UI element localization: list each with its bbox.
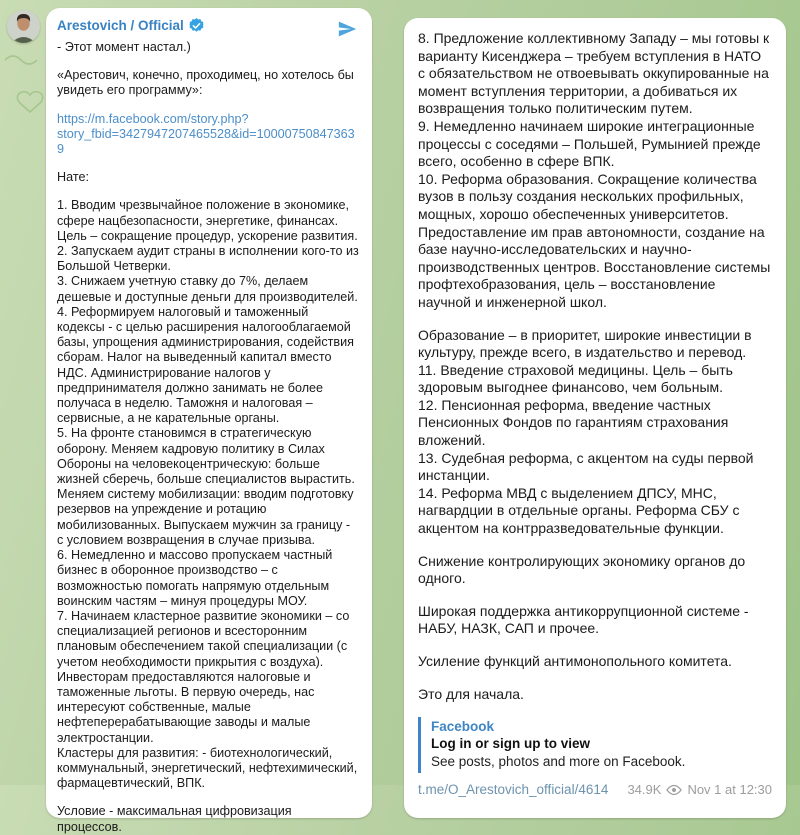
message-paragraph: 10. Реформа образования. Сокращение количества вузов в пользу создания нескольких профильных, мощных, хорошо обеспеченных университетов. Предоставление им прав автономности, создание на базе научно-исследовательских и научно-производственных центров. Восстановление системы профтехобразования, цель – восстановление научной и инженерной школ.	[418, 170, 771, 310]
message-paragraph: 8. Предложение коллективному Западу – мы готовы к варианту Кисенджера – требуем вступления в НАТО с обязательством не отвоевывать оккупированные на момент вступления территории, а добиваться их возвращения только политическим путем.	[418, 30, 770, 117]
facebook-link-preview[interactable]	[418, 717, 772, 773]
verified-badge-icon	[189, 18, 204, 33]
message-paragraph: 11. Введение страховой медицины. Цель – быть здоровым выгоднее финансово, чем больным.	[418, 361, 733, 396]
channel-avatar[interactable]	[7, 10, 40, 43]
message-header	[57, 18, 359, 33]
message-bubble-left	[46, 8, 372, 834]
avatar-portrait	[7, 10, 40, 43]
message-text-right	[418, 30, 772, 703]
preview-site-name[interactable]: Facebook	[431, 719, 495, 735]
message-paragraph: 4. Реформируем налоговый и таможенный кодексы - с целью расширения налогооблагаемой базы, упрощения администрирования, содействия сборам. Налог на выведенный капитал вместо НДС. Администрирование налогов у предпринимателя должно занимать не более получаса в неделю. Таможня и налоговая – сервисные, а не карательные органы.	[57, 304, 354, 426]
message-paragraph: Меняем систему мобилизации: вводим подготовку резервов на упреждение и ротацию мобилизованных. Выпускаем мужчин за границу - с условием возвращения в случае призыва.	[57, 487, 354, 547]
message-paragraph: - Этот момент настал.)	[57, 40, 191, 54]
message-paragraph: Образование – в приоритет, широкие инвестиции в культуру, прежде всего, в издательство и перевод.	[418, 326, 752, 361]
message-paragraph: 14. Реформа МВД с выделением ДПСУ, МНС, нагвардции в отдельные органы. Реформа СБУ с акцентом на контрразведовательные функции.	[418, 484, 740, 537]
views-eye-icon	[666, 784, 682, 796]
telegram-plane-icon[interactable]	[335, 19, 359, 39]
message-bubble-right	[404, 18, 786, 818]
message-footer	[418, 782, 772, 797]
message-paragraph: 3. Снижаем учетную ставку до 7%, делаем дешевые и доступные деньги для производителей.	[57, 274, 358, 304]
message-paragraph: 12. Пенсионная реформа, введение частных Пенсионных Фондов по гарантиям страхования вложений.	[418, 396, 729, 449]
post-date: Nov 1 at 12:30	[687, 782, 772, 798]
message-paragraph: 1. Вводим чрезвычайное положение в экономике, сфере нацбезопасности, энергетике, финансах. Цель – сокращение процедур, ускорение развития.	[57, 198, 358, 243]
message-paragraph: Снижение контролирующих экономику органов до одного.	[418, 552, 746, 587]
preview-description: See posts, photos and more on Facebook.	[431, 754, 686, 770]
message-paragraph: 13. Судебная реформа, с акцентом на суды первой инстанции.	[418, 449, 754, 484]
message-text-left	[57, 40, 359, 835]
message-paragraph: 2. Запускаем аудит страны в исполнении кого-то из Большой Четверки.	[57, 244, 359, 274]
message-paragraph: «Арестович, конечно, проходимец, но хотелось бы увидеть его программу»:	[57, 68, 354, 98]
message-paragraph: Условие - максимальная цифровизация процессов.	[57, 804, 292, 834]
message-paragraph: Нате:	[57, 170, 89, 185]
preview-title: Log in or sign up to view	[431, 736, 590, 752]
message-paragraph: 5. На фронте становимся в стратегическую оборону. Меняем кадровую политику в Силах Обороны на человекоцентрическую: больше жизней сберечь, больше специалистов вырастить.	[57, 426, 355, 487]
facebook-story-link[interactable]: https://m.facebook.com/story.php?story_fbid=3427947207465528&id=100007508473639	[57, 111, 355, 157]
message-paragraph: 9. Немедленно начинаем широкие интеграционные процессы с соседями – Польшей, Румынией прежде всего, особенно в сфере ВПК.	[418, 117, 761, 170]
message-paragraph: Усиление функций антимонопольного комитета.	[418, 653, 732, 669]
message-paragraph: Широкая поддержка антикоррупционной системе - НАБУ, НАЗК, САП и прочее.	[418, 602, 749, 637]
message-paragraph: Это для начала.	[418, 685, 524, 702]
message-paragraph: Кластеры для развития: - биотехнологический, коммунальный, энергетический, нефтехимический, фармацевтический, ВПК.	[57, 745, 358, 791]
post-permalink[interactable]: t.me/O_Arestovich_official/4614	[418, 782, 609, 798]
views-count: 34.9K	[627, 782, 662, 798]
message-paragraph: 6. Немедленно и массово пропускаем частный бизнес в оборонное производство – с возможностью помогать напрямую отдельным воинским частям – минуя процедуры МОУ.	[57, 548, 333, 608]
message-paragraph: 7. Начинаем кластерное развитие экономики – со специализацией регионов и всесторонним плановым обеспечением такой специализации (с учетом необходимости прикрытия с воздуха). Инвесторам предоставляются налоговые и таможенные льготы. В первую очередь, нас интересуют собственные, малые нефтеперерабатывающие заводы и малые электростанции.	[57, 608, 350, 745]
channel-name[interactable]: Arestovich / Official	[57, 18, 184, 33]
post-meta	[627, 782, 772, 797]
